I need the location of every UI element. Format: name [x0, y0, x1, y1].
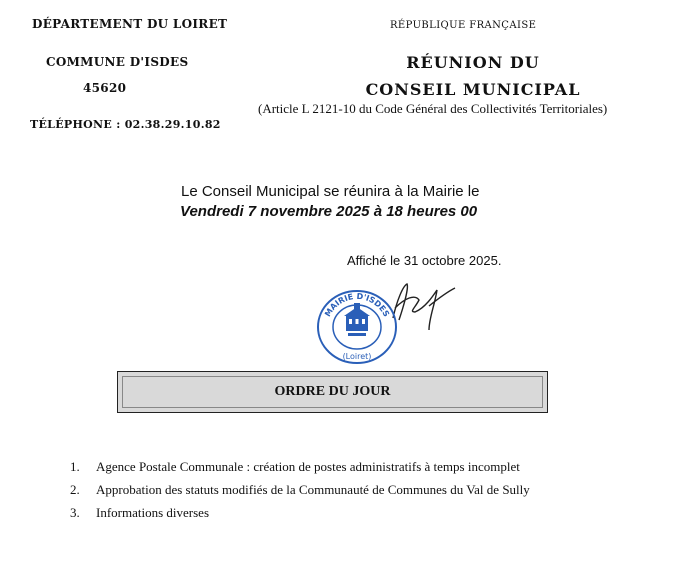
signature [385, 278, 475, 338]
republic-label: RÉPUBLIQUE FRANÇAISE [390, 20, 537, 31]
list-item [70, 482, 530, 505]
mairie-stamp [316, 289, 398, 365]
item-text: Agence Postale Communale : création de postes administratifs à temps incomplet [96, 459, 520, 474]
department-label: DÉPARTEMENT DU LOIRET [32, 17, 228, 31]
list-item [70, 459, 530, 482]
notice-date: Vendredi 7 novembre 2025 à 18 heures 00 [180, 203, 478, 220]
notice-line-1: Le Conseil Municipal se réunira à la Mairie le [181, 183, 480, 200]
stamp-top-text: MAIRIE D'ISDES [323, 291, 391, 319]
item-text: Approbation des statuts modifiés de la Communauté de Communes du Val de Sully [96, 482, 530, 497]
postal-code: 45620 [83, 81, 127, 95]
article-reference: (Article L 2121-10 du Code Général des Collectivités Territoriales) [258, 101, 608, 116]
agenda-header-box [117, 371, 548, 413]
list-item [70, 505, 530, 528]
item-number: 1. [70, 459, 80, 474]
item-number: 3. [70, 505, 80, 520]
item-text: Informations diverses [96, 505, 210, 520]
commune-label: COMMUNE D'ISDES [46, 55, 189, 69]
phone-label: TÉLÉPHONE : 02.38.29.10.82 [30, 118, 221, 131]
posted-date: Affiché le 31 octobre 2025. [347, 253, 502, 268]
title-line-1: RÉUNION DU [406, 53, 540, 72]
title-line-2: CONSEIL MUNICIPAL [365, 80, 581, 99]
agenda-list [70, 459, 530, 528]
agenda-title: ORDRE DU JOUR [274, 384, 391, 399]
stamp-bottom-text: (Loiret) [342, 352, 372, 361]
item-number: 2. [70, 482, 80, 497]
